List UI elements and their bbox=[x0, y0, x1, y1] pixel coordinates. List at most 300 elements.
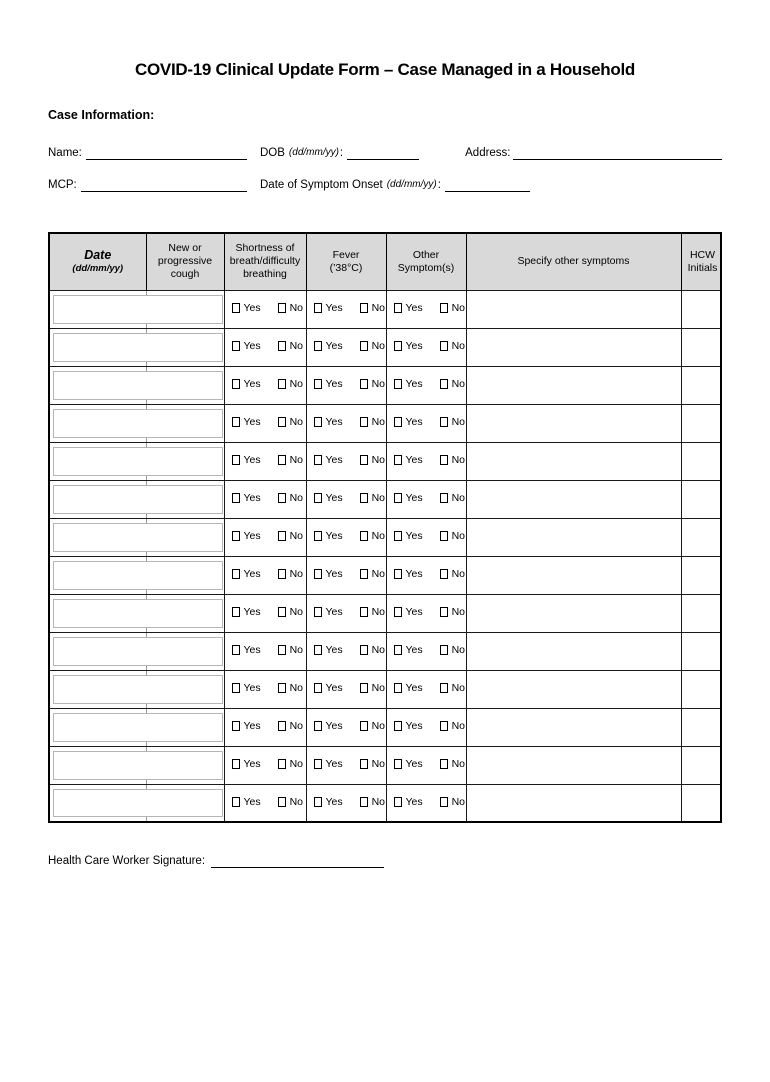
checkbox-icon[interactable] bbox=[278, 303, 286, 313]
symptom-onset-input-line[interactable] bbox=[445, 179, 530, 192]
yes-label: Yes bbox=[325, 416, 343, 428]
fever-yes-option[interactable] bbox=[314, 492, 343, 504]
checkbox-icon[interactable] bbox=[394, 531, 402, 541]
yes-label: Yes bbox=[243, 454, 261, 466]
date-cell bbox=[49, 784, 224, 822]
yes-label: Yes bbox=[243, 644, 261, 656]
checkbox-icon[interactable] bbox=[360, 721, 368, 731]
other-yes-option[interactable] bbox=[394, 796, 423, 808]
checkbox-icon[interactable] bbox=[232, 759, 240, 769]
breath-yes-option[interactable] bbox=[232, 340, 261, 352]
hcw-initials-cell[interactable] bbox=[681, 746, 721, 784]
no-label: No bbox=[451, 340, 465, 352]
yes-label: Yes bbox=[405, 644, 423, 656]
other-yes-option[interactable] bbox=[394, 416, 423, 428]
checkbox-icon[interactable] bbox=[394, 341, 402, 351]
other-no-option[interactable] bbox=[440, 416, 465, 428]
yes-label: Yes bbox=[325, 606, 343, 618]
checkbox-icon[interactable] bbox=[394, 303, 402, 313]
other-no-option[interactable] bbox=[440, 492, 465, 504]
date-cell bbox=[49, 518, 224, 556]
checkbox-icon[interactable] bbox=[394, 721, 402, 731]
mcp-field-group bbox=[48, 178, 247, 192]
breath-no-option[interactable] bbox=[278, 416, 303, 428]
yes-label: Yes bbox=[325, 568, 343, 580]
checkbox-icon[interactable] bbox=[232, 607, 240, 617]
column-header-cough bbox=[146, 233, 224, 290]
no-label: No bbox=[371, 758, 385, 770]
other-no-option[interactable] bbox=[440, 568, 465, 580]
checkbox-icon[interactable] bbox=[314, 455, 322, 465]
table-row bbox=[49, 518, 721, 556]
checkbox-icon[interactable] bbox=[232, 455, 240, 465]
checkbox-icon[interactable] bbox=[440, 721, 448, 731]
breath-no-option[interactable] bbox=[278, 644, 303, 656]
specify-symptoms-cell[interactable] bbox=[466, 518, 681, 556]
symptom-onset-format-hint: (dd/mm/yy) bbox=[386, 179, 437, 190]
fever-yes-option[interactable] bbox=[314, 340, 343, 352]
checkbox-icon[interactable] bbox=[394, 417, 402, 427]
signature-input-line[interactable] bbox=[211, 855, 384, 868]
breath-options-cell bbox=[224, 404, 306, 442]
checkbox-icon[interactable] bbox=[360, 303, 368, 313]
checkbox-icon[interactable] bbox=[278, 759, 286, 769]
fever-yes-option[interactable] bbox=[314, 606, 343, 618]
yes-label: Yes bbox=[405, 682, 423, 694]
specify-symptoms-cell[interactable] bbox=[466, 632, 681, 670]
fever-no-option[interactable] bbox=[360, 302, 385, 314]
date-input-box[interactable] bbox=[53, 637, 223, 666]
fever-yes-option[interactable] bbox=[314, 416, 343, 428]
no-label: No bbox=[371, 644, 385, 656]
checkbox-icon[interactable] bbox=[232, 531, 240, 541]
fever-options-cell bbox=[306, 290, 386, 328]
checkbox-icon[interactable] bbox=[394, 493, 402, 503]
fever-no-option[interactable] bbox=[360, 606, 385, 618]
other-no-option[interactable] bbox=[440, 644, 465, 656]
no-label: No bbox=[289, 416, 303, 428]
fever-no-option[interactable] bbox=[360, 644, 385, 656]
fever-options-cell bbox=[306, 556, 386, 594]
checkbox-icon[interactable] bbox=[440, 455, 448, 465]
breath-yes-option[interactable] bbox=[232, 682, 261, 694]
yes-label: Yes bbox=[243, 606, 261, 618]
other-yes-option[interactable] bbox=[394, 758, 423, 770]
checkbox-icon[interactable] bbox=[314, 493, 322, 503]
date-input-box[interactable] bbox=[53, 371, 223, 400]
no-label: No bbox=[371, 416, 385, 428]
breath-yes-option[interactable] bbox=[232, 568, 261, 580]
other-yes-option[interactable] bbox=[394, 644, 423, 656]
dob-label: DOB bbox=[260, 147, 285, 159]
checkbox-icon[interactable] bbox=[314, 797, 322, 807]
fever-no-option[interactable] bbox=[360, 492, 385, 504]
breath-no-option[interactable] bbox=[278, 492, 303, 504]
breath-options-cell bbox=[224, 746, 306, 784]
checkbox-icon[interactable] bbox=[314, 417, 322, 427]
other-no-option[interactable] bbox=[440, 682, 465, 694]
date-input-box[interactable] bbox=[53, 485, 223, 514]
specify-symptoms-cell[interactable] bbox=[466, 290, 681, 328]
no-label: No bbox=[289, 530, 303, 542]
checkbox-icon[interactable] bbox=[314, 607, 322, 617]
hcw-initials-cell[interactable] bbox=[681, 290, 721, 328]
checkbox-icon[interactable] bbox=[360, 759, 368, 769]
checkbox-icon[interactable] bbox=[360, 341, 368, 351]
checkbox-icon[interactable] bbox=[394, 455, 402, 465]
other-yes-option[interactable] bbox=[394, 454, 423, 466]
checkbox-icon[interactable] bbox=[440, 683, 448, 693]
breath-options-cell bbox=[224, 442, 306, 480]
dob-field-group bbox=[260, 146, 419, 160]
breath-yes-option[interactable] bbox=[232, 492, 261, 504]
checkbox-icon[interactable] bbox=[360, 683, 368, 693]
checkbox-icon[interactable] bbox=[278, 797, 286, 807]
signature-label: Health Care Worker Signature: bbox=[48, 855, 206, 867]
checkbox-icon[interactable] bbox=[232, 569, 240, 579]
no-label: No bbox=[371, 302, 385, 314]
checkbox-icon[interactable] bbox=[278, 417, 286, 427]
breath-no-option[interactable] bbox=[278, 378, 303, 390]
fever-no-option[interactable] bbox=[360, 682, 385, 694]
date-input-box[interactable] bbox=[53, 447, 223, 476]
checkbox-icon[interactable] bbox=[232, 683, 240, 693]
other-yes-option[interactable] bbox=[394, 492, 423, 504]
other-yes-option[interactable] bbox=[394, 530, 423, 542]
no-label: No bbox=[371, 795, 385, 808]
checkbox-icon[interactable] bbox=[278, 607, 286, 617]
checkbox-icon[interactable] bbox=[394, 645, 402, 655]
no-label: No bbox=[289, 568, 303, 580]
table-row bbox=[49, 404, 721, 442]
hcw-initials-cell[interactable] bbox=[681, 632, 721, 670]
yes-label: Yes bbox=[325, 492, 343, 504]
date-input-box[interactable] bbox=[53, 751, 223, 780]
breath-yes-option[interactable] bbox=[232, 796, 261, 808]
checkbox-icon[interactable] bbox=[314, 341, 322, 351]
yes-label: Yes bbox=[243, 530, 261, 542]
breath-no-option[interactable] bbox=[278, 606, 303, 618]
specify-symptoms-cell[interactable] bbox=[466, 594, 681, 632]
yes-label: Yes bbox=[405, 454, 423, 466]
breath-yes-option[interactable] bbox=[232, 758, 261, 770]
fever-no-option[interactable] bbox=[360, 796, 385, 808]
checkbox-icon[interactable] bbox=[278, 721, 286, 731]
fever-yes-option[interactable] bbox=[314, 302, 343, 314]
date-input-box[interactable] bbox=[53, 523, 223, 552]
other-symptoms-options-cell bbox=[386, 784, 466, 822]
checkbox-icon[interactable] bbox=[232, 303, 240, 313]
other-symptoms-options-cell bbox=[386, 594, 466, 632]
fever-no-option[interactable] bbox=[360, 416, 385, 428]
fever-no-option[interactable] bbox=[360, 378, 385, 390]
specify-symptoms-cell[interactable] bbox=[466, 442, 681, 480]
breath-no-option[interactable] bbox=[278, 758, 303, 770]
yes-label: Yes bbox=[243, 758, 261, 770]
table-row bbox=[49, 670, 721, 708]
table-row bbox=[49, 594, 721, 632]
breath-yes-option[interactable] bbox=[232, 378, 261, 390]
specify-symptoms-cell[interactable] bbox=[466, 784, 681, 822]
checkbox-icon[interactable] bbox=[278, 341, 286, 351]
other-yes-option[interactable] bbox=[394, 340, 423, 352]
checkbox-icon[interactable] bbox=[232, 797, 240, 807]
checkbox-icon[interactable] bbox=[314, 531, 322, 541]
hcw-initials-cell[interactable] bbox=[681, 442, 721, 480]
other-no-option[interactable] bbox=[440, 530, 465, 542]
fever-no-option[interactable] bbox=[360, 568, 385, 580]
breath-options-cell bbox=[224, 518, 306, 556]
checkbox-icon[interactable] bbox=[360, 379, 368, 389]
other-no-option[interactable] bbox=[440, 378, 465, 390]
other-symptoms-options-cell bbox=[386, 518, 466, 556]
checkbox-icon[interactable] bbox=[360, 455, 368, 465]
fever-no-option[interactable] bbox=[360, 454, 385, 466]
date-cell bbox=[49, 328, 224, 366]
specify-symptoms-cell[interactable] bbox=[466, 670, 681, 708]
other-symptoms-options-cell bbox=[386, 708, 466, 746]
other-no-option[interactable] bbox=[440, 340, 465, 352]
date-input-box[interactable] bbox=[53, 599, 223, 628]
checkbox-icon[interactable] bbox=[278, 455, 286, 465]
breath-no-option[interactable] bbox=[278, 682, 303, 694]
checkbox-icon[interactable] bbox=[232, 417, 240, 427]
specify-symptoms-cell[interactable] bbox=[466, 708, 681, 746]
other-no-option[interactable] bbox=[440, 454, 465, 466]
checkbox-icon[interactable] bbox=[278, 569, 286, 579]
yes-label: Yes bbox=[405, 606, 423, 618]
fever-no-option[interactable] bbox=[360, 720, 385, 732]
date-input-box[interactable] bbox=[53, 789, 223, 818]
hcw-initials-cell[interactable] bbox=[681, 328, 721, 366]
date-input-box[interactable] bbox=[53, 713, 223, 742]
address-input-line[interactable] bbox=[513, 147, 722, 160]
fever-yes-option[interactable] bbox=[314, 758, 343, 770]
checkbox-icon[interactable] bbox=[394, 607, 402, 617]
yes-label: Yes bbox=[325, 530, 343, 542]
date-cell bbox=[49, 746, 224, 784]
yes-label: Yes bbox=[243, 302, 261, 314]
fever-options-cell bbox=[306, 708, 386, 746]
checkbox-icon[interactable] bbox=[232, 645, 240, 655]
date-input-box[interactable] bbox=[53, 409, 223, 438]
checkbox-icon[interactable] bbox=[314, 379, 322, 389]
checkbox-icon[interactable] bbox=[314, 303, 322, 313]
checkbox-icon[interactable] bbox=[314, 759, 322, 769]
fever-yes-option[interactable] bbox=[314, 796, 343, 808]
no-label: No bbox=[371, 606, 385, 618]
breath-yes-option[interactable] bbox=[232, 720, 261, 732]
form-page bbox=[0, 58, 770, 868]
hcw-initials-cell[interactable] bbox=[681, 594, 721, 632]
checkbox-icon[interactable] bbox=[278, 493, 286, 503]
fever-no-option[interactable] bbox=[360, 530, 385, 542]
breath-no-option[interactable] bbox=[278, 302, 303, 314]
breath-no-option[interactable] bbox=[278, 720, 303, 732]
checkbox-icon[interactable] bbox=[314, 683, 322, 693]
checkbox-icon[interactable] bbox=[360, 645, 368, 655]
table-row bbox=[49, 480, 721, 518]
breath-no-option[interactable] bbox=[278, 530, 303, 542]
table-row bbox=[49, 328, 721, 366]
hcw-initials-cell[interactable] bbox=[681, 404, 721, 442]
checkbox-icon[interactable] bbox=[278, 379, 286, 389]
checkbox-icon[interactable] bbox=[440, 797, 448, 807]
checkbox-icon[interactable] bbox=[440, 531, 448, 541]
checkbox-icon[interactable] bbox=[440, 303, 448, 313]
symptom-onset-colon: : bbox=[437, 179, 441, 191]
date-input-box[interactable] bbox=[53, 561, 223, 590]
checkbox-icon[interactable] bbox=[360, 417, 368, 427]
no-label: No bbox=[451, 682, 465, 694]
yes-label: Yes bbox=[405, 720, 423, 732]
checkbox-icon[interactable] bbox=[394, 759, 402, 769]
checkbox-icon[interactable] bbox=[232, 721, 240, 731]
no-label: No bbox=[451, 530, 465, 542]
checkbox-icon[interactable] bbox=[360, 797, 368, 807]
specify-symptoms-cell[interactable] bbox=[466, 404, 681, 442]
date-input-box[interactable] bbox=[53, 675, 223, 704]
checkbox-icon[interactable] bbox=[314, 569, 322, 579]
yes-label: Yes bbox=[243, 340, 261, 352]
checkbox-icon[interactable] bbox=[394, 683, 402, 693]
hcw-header-label: HCW Initials bbox=[687, 248, 718, 274]
checkbox-icon[interactable] bbox=[232, 493, 240, 503]
breath-yes-option[interactable] bbox=[232, 530, 261, 542]
breath-no-option[interactable] bbox=[278, 454, 303, 466]
column-header-date bbox=[49, 233, 146, 290]
date-input-box[interactable] bbox=[53, 295, 223, 324]
checkbox-icon[interactable] bbox=[440, 379, 448, 389]
fever-yes-option[interactable] bbox=[314, 682, 343, 694]
checkbox-icon[interactable] bbox=[440, 569, 448, 579]
breath-no-option[interactable] bbox=[278, 568, 303, 580]
checkbox-icon[interactable] bbox=[440, 417, 448, 427]
checkbox-icon[interactable] bbox=[314, 645, 322, 655]
checkbox-icon[interactable] bbox=[278, 531, 286, 541]
checkbox-icon[interactable] bbox=[394, 379, 402, 389]
breath-options-cell bbox=[224, 632, 306, 670]
fever-yes-option[interactable] bbox=[314, 378, 343, 390]
case-info-row-1 bbox=[48, 146, 722, 160]
other-no-option[interactable] bbox=[440, 720, 465, 732]
specify-symptoms-cell[interactable] bbox=[466, 556, 681, 594]
checkbox-icon[interactable] bbox=[360, 607, 368, 617]
breath-options-cell bbox=[224, 594, 306, 632]
specify-symptoms-cell[interactable] bbox=[466, 328, 681, 366]
hcw-initials-cell[interactable] bbox=[681, 784, 721, 822]
specify-symptoms-cell[interactable] bbox=[466, 366, 681, 404]
no-label: No bbox=[289, 606, 303, 618]
fever-yes-option[interactable] bbox=[314, 454, 343, 466]
other-yes-option[interactable] bbox=[394, 682, 423, 694]
no-label: No bbox=[371, 682, 385, 694]
breath-yes-option[interactable] bbox=[232, 416, 261, 428]
yes-label: Yes bbox=[405, 758, 423, 770]
hcw-initials-cell[interactable] bbox=[681, 480, 721, 518]
yes-label: Yes bbox=[325, 758, 343, 770]
fever-options-cell bbox=[306, 442, 386, 480]
checkbox-icon[interactable] bbox=[440, 341, 448, 351]
yes-label: Yes bbox=[325, 378, 343, 390]
checkbox-icon[interactable] bbox=[394, 569, 402, 579]
symptom-onset-field-group bbox=[260, 178, 530, 192]
symptom-table-body bbox=[49, 290, 721, 822]
fever-options-cell bbox=[306, 632, 386, 670]
checkbox-icon[interactable] bbox=[278, 683, 286, 693]
other-no-option[interactable] bbox=[440, 302, 465, 314]
other-yes-option[interactable] bbox=[394, 568, 423, 580]
other-yes-option[interactable] bbox=[394, 720, 423, 732]
breath-yes-option[interactable] bbox=[232, 606, 261, 618]
hcw-initials-cell[interactable] bbox=[681, 556, 721, 594]
breath-yes-option[interactable] bbox=[232, 644, 261, 656]
checkbox-icon[interactable] bbox=[440, 493, 448, 503]
specify-symptoms-cell[interactable] bbox=[466, 746, 681, 784]
fever-yes-option[interactable] bbox=[314, 720, 343, 732]
column-header-other-symptoms bbox=[386, 233, 466, 290]
other-no-option[interactable] bbox=[440, 796, 465, 808]
breath-options-cell bbox=[224, 480, 306, 518]
checkbox-icon[interactable] bbox=[440, 607, 448, 617]
no-label: No bbox=[289, 454, 303, 466]
checkbox-icon[interactable] bbox=[232, 379, 240, 389]
column-header-fever bbox=[306, 233, 386, 290]
no-label: No bbox=[289, 795, 303, 808]
fever-yes-option[interactable] bbox=[314, 568, 343, 580]
mcp-input-line[interactable] bbox=[81, 179, 247, 192]
other-yes-option[interactable] bbox=[394, 302, 423, 314]
case-information-heading: Case Information: bbox=[48, 108, 155, 122]
hcw-initials-cell[interactable] bbox=[681, 708, 721, 746]
breath-yes-option[interactable] bbox=[232, 454, 261, 466]
other-no-option[interactable] bbox=[440, 758, 465, 770]
checkbox-icon[interactable] bbox=[440, 645, 448, 655]
breath-yes-option[interactable] bbox=[232, 302, 261, 314]
hcw-initials-cell[interactable] bbox=[681, 670, 721, 708]
fever-yes-option[interactable] bbox=[314, 530, 343, 542]
checkbox-icon[interactable] bbox=[278, 645, 286, 655]
specify-symptoms-cell[interactable] bbox=[466, 480, 681, 518]
no-label: No bbox=[289, 644, 303, 656]
fever-no-option[interactable] bbox=[360, 340, 385, 352]
date-cell bbox=[49, 442, 224, 480]
checkbox-icon[interactable] bbox=[232, 341, 240, 351]
fever-no-option[interactable] bbox=[360, 758, 385, 770]
no-label: No bbox=[371, 340, 385, 352]
hcw-initials-cell[interactable] bbox=[681, 518, 721, 556]
date-input-box[interactable] bbox=[53, 333, 223, 362]
hcw-initials-cell[interactable] bbox=[681, 366, 721, 404]
checkbox-icon[interactable] bbox=[360, 569, 368, 579]
fever-options-cell bbox=[306, 670, 386, 708]
checkbox-icon[interactable] bbox=[394, 797, 402, 807]
checkbox-icon[interactable] bbox=[314, 721, 322, 731]
other-yes-option[interactable] bbox=[394, 378, 423, 390]
checkbox-icon[interactable] bbox=[360, 493, 368, 503]
dob-input-line[interactable] bbox=[347, 147, 419, 160]
other-no-option[interactable] bbox=[440, 606, 465, 618]
fever-yes-option[interactable] bbox=[314, 644, 343, 656]
other-yes-option[interactable] bbox=[394, 606, 423, 618]
name-input-line[interactable] bbox=[86, 147, 247, 160]
breath-no-option[interactable] bbox=[278, 796, 303, 808]
breath-no-option[interactable] bbox=[278, 340, 303, 352]
checkbox-icon[interactable] bbox=[360, 531, 368, 541]
no-label: No bbox=[451, 302, 465, 314]
checkbox-icon[interactable] bbox=[440, 759, 448, 769]
cough-header-label: New or progressive cough bbox=[157, 242, 213, 281]
